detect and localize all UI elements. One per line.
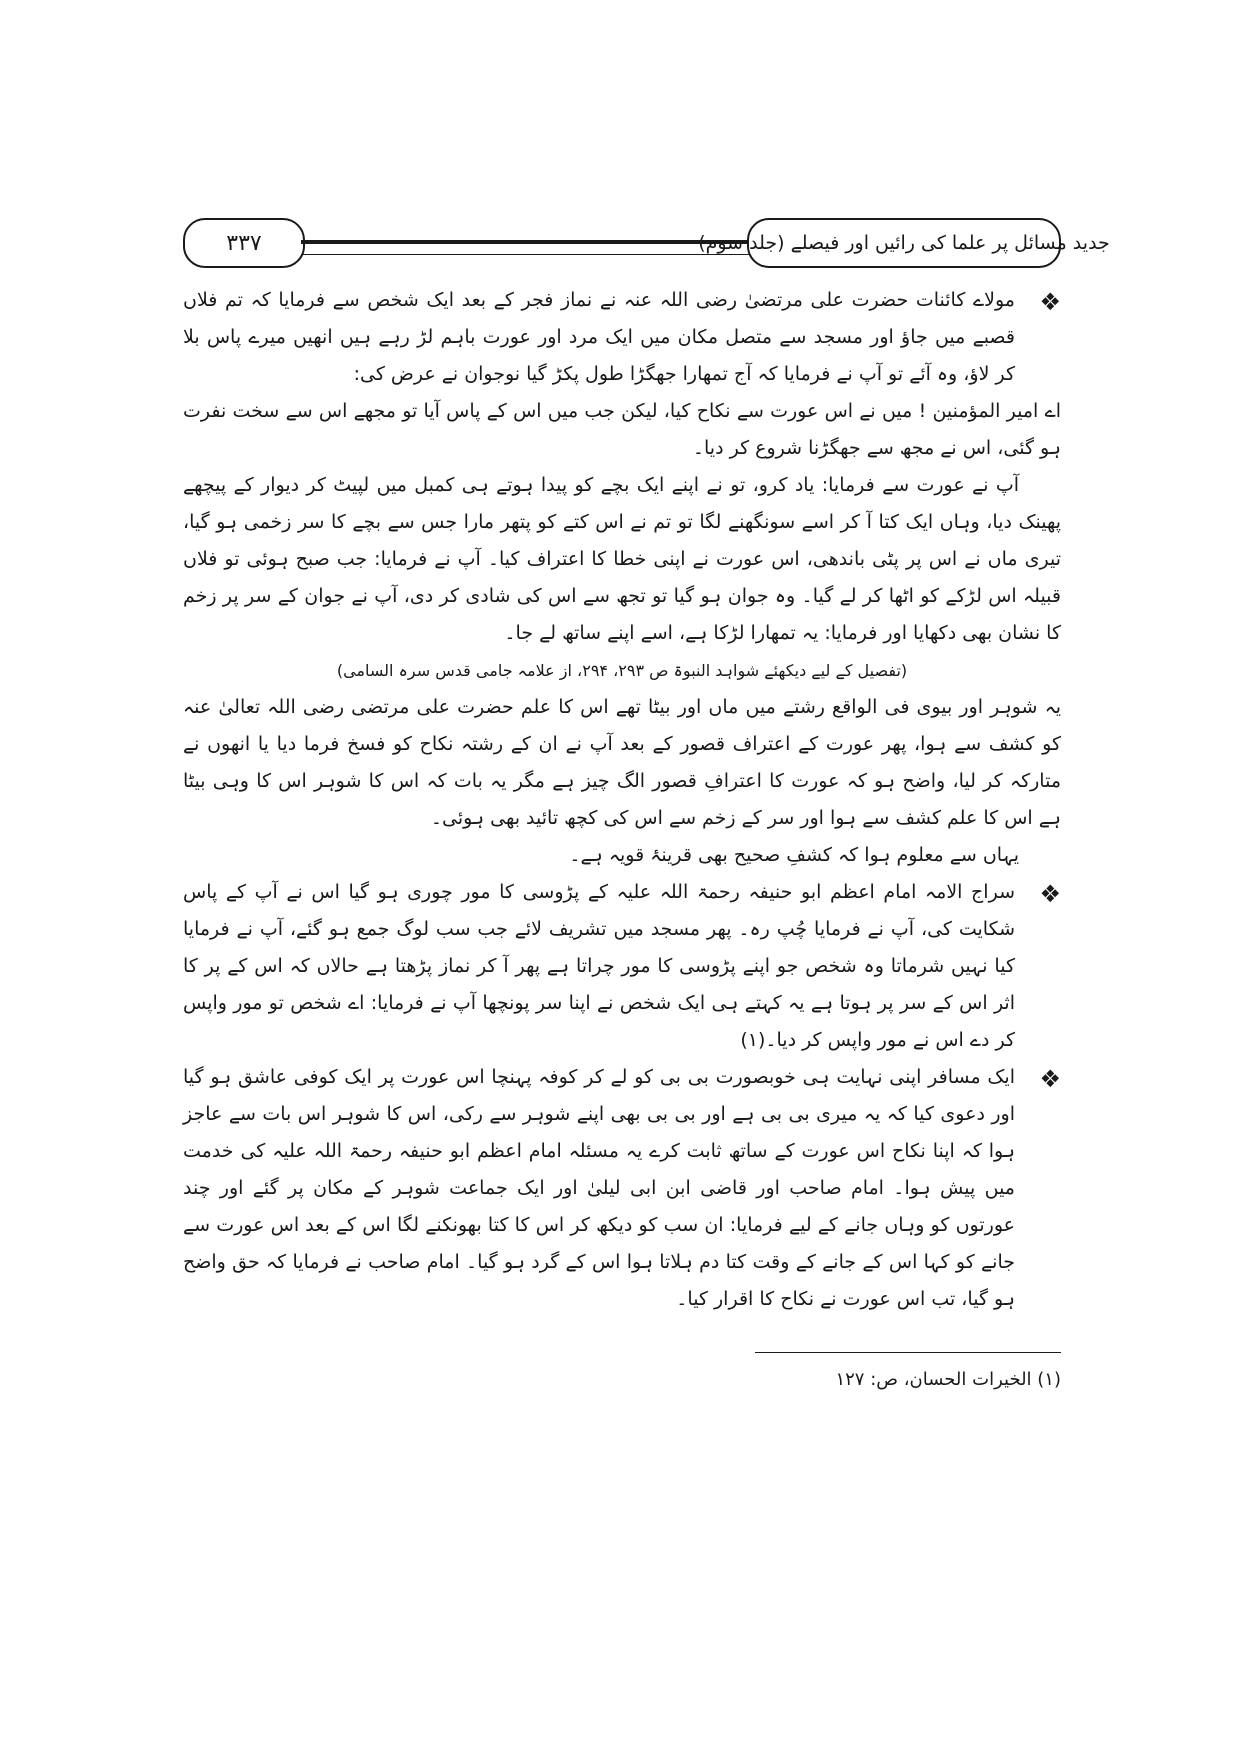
diamond-bullet-icon: ❖ <box>1039 1065 1061 1093</box>
header-divider <box>301 240 749 255</box>
paragraph-explanation: یہ شوہر اور بیوی فی الواقع رشتے میں ماں اور بیٹا تھے اس کا علم حضرت علی مرتضی رضی اللہ تعالیٰ عنہ کو کشف سے ہوا، پھر عورت کے اعتراف قصور کے بعد آپ نے ان کے رشتہ نکاح کو فسخ فرما دیا یا انھوں نے متارکہ کر لیا، واضح ہو کہ عورت کا اعترافِ قصور الگ چیز ہے مگر یہ بات کہ اس کا شوہر اس کا وہی بیٹا ہے اس کا علم کشف سے ہوا اور سر کے زخم سے اس کی کچھ تائید بھی ہوئی۔ <box>183 696 1061 829</box>
paragraph-ali-story <box>183 282 1061 393</box>
paragraph-ali-to-woman: آپ نے عورت سے فرمایا: یاد کرو، تو نے اپنے ایک بچے کو پیدا ہوتے ہی کمبل میں لپیٹ کر دیوار کے پیچھے پھینک دیا، وہاں ایک کتا آ کر اسے سونگھنے لگا تو تم نے اس کتے کو پتھر مارا جس سے بچے کا سر زخمی ہو گیا، تیری ماں نے اس پر پٹی باندھی، اس عورت نے اپنی خطا کا اعتراف کیا۔ آپ نے فرمایا: جب صبح ہوئی تو فلاں قبیلہ اس لڑکے کو اٹھا کر لے گیا۔ وہ جوان ہو گیا تو تجھ سے اس کی شادی کر دی، آپ نے جوان کے سر پر زخم کا نشان بھی دکھایا اور فرمایا: یہ تمھارا لڑکا ہے، اسے اپنے ساتھ لے جا۔ <box>183 474 1061 644</box>
reference-citation: (تفصیل کے لیے دیکھئے شواہد النبوۃ ص ۲۹۳، ۲۹۴، از علامہ جامی قدس سرہ السامی) <box>336 661 908 680</box>
paragraph-text: ایک مسافر اپنی نہایت ہی خوبصورت بی بی کو لے کر کوفہ پہنچا اس عورت پر ایک کوفی عاشق ہو گیا اور دعوی کیا کہ یہ میری بی بی ہے اور بی بی بھی اپنے شوہر سے رکی، اس کا شوہر اس بات سے عاجز ہوا کہ اپنا نکاح اس عورت کے ساتھ ثابت کرے یہ مسئلہ امام اعظم ابو حنیفہ رحمۃ اللہ علیہ کی خدمت میں پیش ہوا۔ امام صاحب اور قاضی ابن ابی لیلیٰ اور ایک جماعت شوہر کے مکان پر گئے اور چند عورتوں کو وہاں جانے کے لیے فرمایا: ان سب کو دیکھ کر اس کا کتا بھونکنے لگا اس کے بعد اس عورت سے جانے کو کہا اس کے جانے کے وقت کتا دم ہلاتا ہوا اس کے گرد ہو گیا۔ امام صاحب نے فرمایا کہ حق واضح ہو گیا، تب اس عورت نے نکاح کا اقرار کیا۔ <box>183 1066 1015 1310</box>
footnote-divider <box>755 1352 1061 1353</box>
paragraph-traveler-wife <box>183 1059 1061 1318</box>
paragraph-young-man-reply: اے امیر المؤمنین ! میں نے اس عورت سے نکاح کیا، لیکن جب میں اس کے پاس آیا تو مجھے اس سے سخت نفرت ہو گئی، اس نے مجھ سے جھگڑنا شروع کر دیا۔ <box>183 400 1061 459</box>
page-number: ۳۳۷ <box>183 218 305 268</box>
main-text <box>183 282 1061 1318</box>
paragraph-conclusion: یہاں سے معلوم ہوا کہ کشفِ صحیح بھی قرینۂ قویہ ہے۔ <box>569 844 1019 866</box>
footnote: (۱) الخیرات الحسان، ص: ۱۲۷ <box>835 1369 1061 1390</box>
paragraph-abu-hanifa-peacock <box>183 874 1061 1059</box>
paragraph-text: مولاے کائنات حضرت علی مرتضیٰ رضی اللہ عنہ نے نماز فجر کے بعد ایک شخص سے فرمایا کہ تم فلاں قصبے میں جاؤ اور مسجد سے متصل مکان میں ایک مرد اور عورت باہم لڑ رہے ہیں انھیں میرے پاس بلا کر لاؤ، وہ آئے تو آپ نے فرمایا کہ آج تمھارا جھگڑا طول پکڑ گیا نوجوان نے عرض کی: <box>183 289 1015 385</box>
page-header <box>183 218 1110 272</box>
paragraph-text: سراج الامہ امام اعظم ابو حنیفہ رحمۃ اللہ علیہ کے پڑوسی کا مور چوری ہو گیا اس نے آپ کے پاس شکایت کی، آپ نے فرمایا چُپ رہ۔ پھر مسجد میں تشریف لائے جب سب لوگ جمع ہو گئے، آپ نے فرمایا کیا نہیں شرماتا وہ شخص جو اپنے پڑوسی کا مور چراتا ہے پھر آ کر نماز پڑھتا ہے حالاں کہ اس کے پر کا اثر اس کے سر پر ہوتا ہے یہ کہتے ہی ایک شخص نے اپنا سر پونچھا آپ نے فرمایا: اے شخص تو مور واپس کر دے اس نے مور واپس کر دیا۔(۱) <box>183 881 1015 1051</box>
diamond-bullet-icon: ❖ <box>1039 288 1061 316</box>
diamond-bullet-icon: ❖ <box>1039 880 1061 908</box>
book-title: جدید مسائل پر علما کی رائیں اور فیصلے (جلد سوم) <box>747 218 1061 268</box>
